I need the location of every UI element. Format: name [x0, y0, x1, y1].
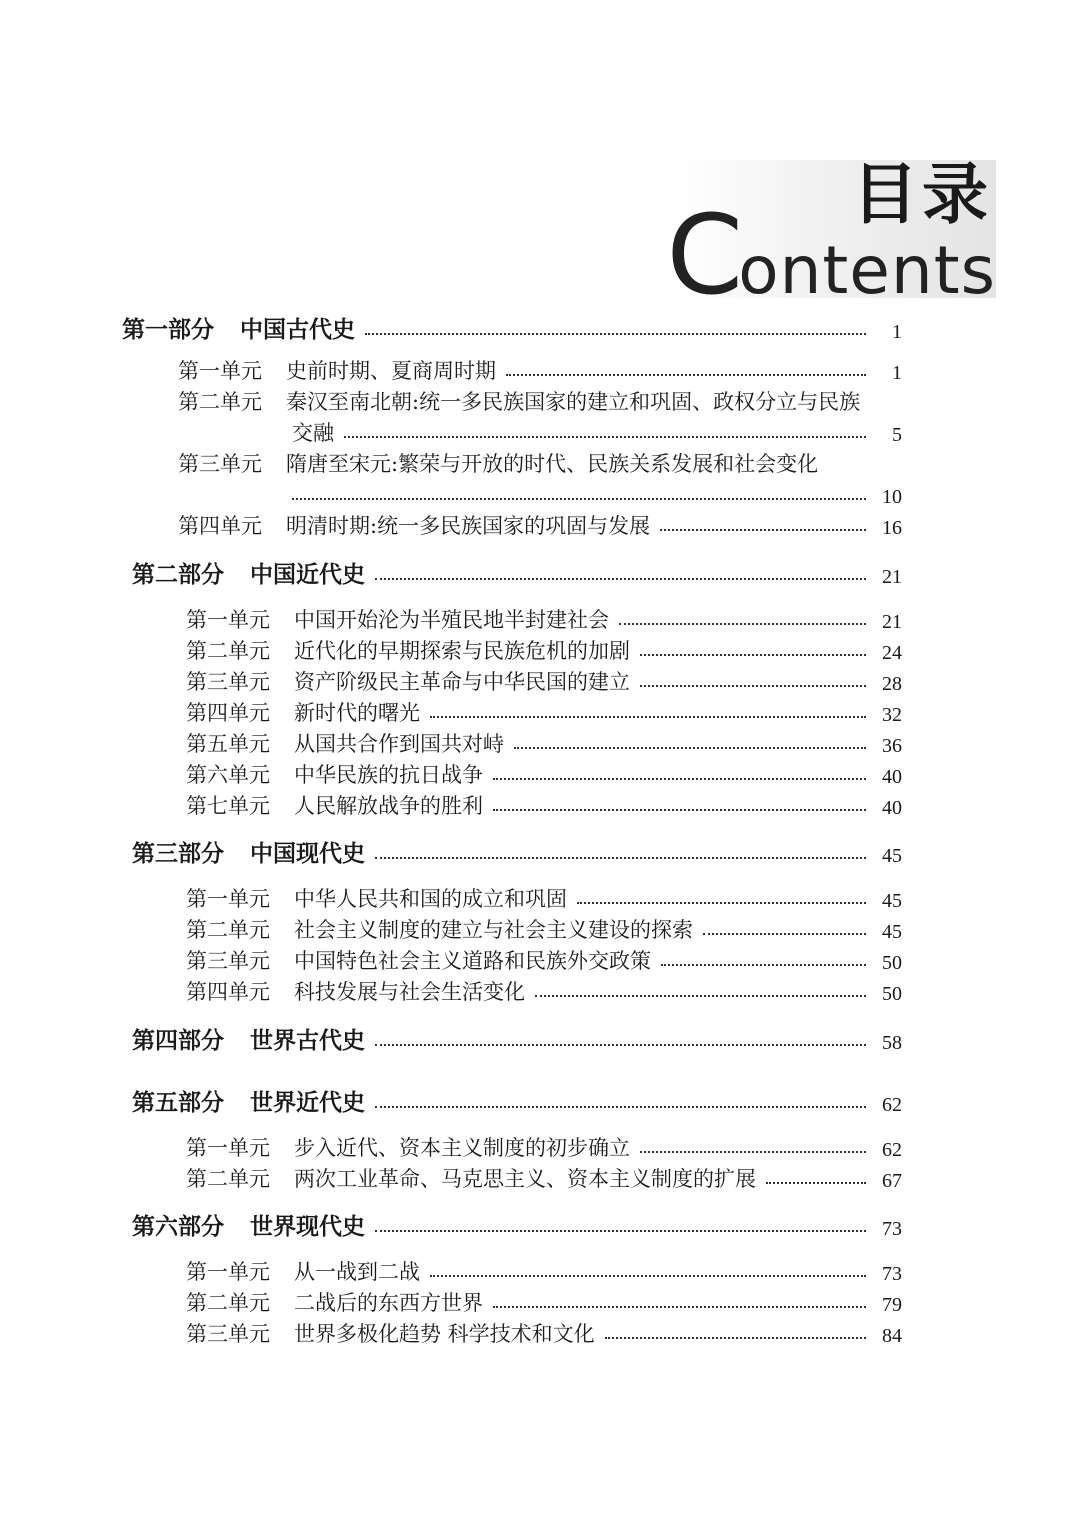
- toc-unit-row[interactable]: [178, 506, 902, 540]
- page-number: 45: [882, 921, 902, 943]
- dot-leader: [375, 1104, 866, 1108]
- page-number: 79: [882, 1294, 902, 1316]
- contents-title-rest: ontents: [738, 232, 996, 309]
- unit-title: 中国特色社会主义道路和民族外交政策: [294, 949, 651, 973]
- toc-part-row[interactable]: [132, 1207, 902, 1241]
- part-title: 中国近代史: [250, 562, 365, 588]
- unit-number: 第一单元: [186, 1136, 270, 1160]
- dot-leader: [605, 1335, 866, 1339]
- dot-leader: [577, 900, 866, 904]
- toc-part-row[interactable]: [132, 1021, 902, 1055]
- unit-number: 第三单元: [186, 670, 270, 694]
- unit-number: 第三单元: [186, 1322, 270, 1346]
- unit-number: 第七单元: [186, 794, 270, 818]
- toc-part-row[interactable]: [132, 555, 902, 589]
- page-number: 40: [882, 797, 902, 819]
- page-number: 5: [892, 424, 902, 446]
- part-number: 第六部分: [132, 1214, 224, 1240]
- unit-number: 第四单元: [186, 701, 270, 725]
- unit-title: 史前时期、夏商周时期: [286, 359, 496, 383]
- page-number: 58: [882, 1032, 902, 1054]
- part-number: 第五部分: [132, 1090, 224, 1116]
- page-number: 1: [892, 362, 902, 384]
- unit-number: 第一单元: [186, 887, 270, 911]
- dot-leader: [506, 372, 866, 376]
- part-title: 世界近代史: [250, 1090, 365, 1116]
- unit-title: 近代化的早期探索与民族危机的加剧: [294, 639, 630, 663]
- toc-unit-row[interactable]: [186, 786, 902, 820]
- toc-unit-row[interactable]: [186, 755, 902, 789]
- dot-leader: [493, 807, 866, 811]
- dot-leader: [292, 496, 866, 500]
- toc-part-row[interactable]: [122, 310, 902, 344]
- unit-title: 从一战到二战: [294, 1260, 420, 1284]
- unit-title: 社会主义制度的建立与社会主义建设的探索: [294, 918, 693, 942]
- unit-number: 第二单元: [178, 390, 262, 414]
- unit-number: 第五单元: [186, 732, 270, 756]
- toc-unit-row[interactable]: [186, 1159, 902, 1193]
- unit-number: 第二单元: [186, 1291, 270, 1315]
- unit-title: 中华民族的抗日战争: [294, 763, 483, 787]
- page-number: 24: [882, 642, 902, 664]
- page-number: 28: [882, 673, 902, 695]
- toc-unit-row[interactable]: [186, 1314, 902, 1348]
- page-number: 73: [882, 1263, 902, 1285]
- unit-title-continued: 交融: [292, 421, 334, 445]
- page-number: 1: [892, 321, 902, 343]
- unit-title: 两次工业革命、马克思主义、资本主义制度的扩展: [294, 1167, 756, 1191]
- toc-unit-row[interactable]: [186, 1128, 902, 1162]
- dot-leader: [640, 1149, 866, 1153]
- unit-title: 从国共合作到国共对峙: [294, 732, 504, 756]
- toc-unit-continuation[interactable]: [292, 413, 902, 447]
- page-number: 40: [882, 766, 902, 788]
- dot-leader: [514, 745, 866, 749]
- page-number: 62: [882, 1094, 902, 1116]
- dot-leader: [430, 714, 866, 718]
- unit-title: 步入近代、资本主义制度的初步确立: [294, 1136, 630, 1160]
- page-number: 45: [882, 845, 902, 867]
- part-number: 第二部分: [132, 562, 224, 588]
- toc-unit-row[interactable]: [186, 972, 902, 1006]
- toc-unit-row[interactable]: [178, 351, 902, 385]
- toc-unit-row[interactable]: [186, 910, 902, 944]
- toc-unit-row[interactable]: [186, 662, 902, 696]
- page-number: 10: [882, 486, 902, 508]
- toc-unit-row[interactable]: [178, 444, 902, 478]
- dot-leader: [640, 683, 866, 687]
- toc-unit-row[interactable]: [186, 693, 902, 727]
- unit-number: 第四单元: [178, 514, 262, 538]
- unit-number: 第三单元: [186, 949, 270, 973]
- part-number: 第三部分: [132, 841, 224, 867]
- page-number: 36: [882, 735, 902, 757]
- dot-leader: [640, 652, 866, 656]
- contents-title-chinese: 目录: [852, 156, 992, 233]
- dot-leader: [493, 776, 866, 780]
- unit-title: 明清时期:统一多民族国家的巩固与发展: [286, 514, 651, 538]
- unit-number: 第二单元: [186, 639, 270, 663]
- page-number: 50: [882, 983, 902, 1005]
- part-title: 中国古代史: [240, 317, 355, 343]
- unit-number: 第二单元: [186, 1167, 270, 1191]
- dot-leader: [365, 331, 866, 335]
- toc-part-row[interactable]: [132, 834, 902, 868]
- part-title: 中国现代史: [250, 841, 365, 867]
- page-number: 73: [882, 1218, 902, 1240]
- part-title: 世界现代史: [250, 1214, 365, 1240]
- unit-title: 隋唐至宋元:繁荣与开放的时代、民族关系发展和社会变化: [286, 452, 819, 476]
- unit-title: 中国开始沦为半殖民地半封建社会: [294, 608, 609, 632]
- part-number: 第四部分: [132, 1028, 224, 1054]
- toc-unit-row[interactable]: [186, 1283, 902, 1317]
- unit-title: 中华人民共和国的成立和巩固: [294, 887, 567, 911]
- dot-leader: [661, 962, 866, 966]
- unit-number: 第一单元: [186, 608, 270, 632]
- page-number: 21: [882, 566, 902, 588]
- unit-number: 第二单元: [186, 918, 270, 942]
- toc-unit-continuation[interactable]: [292, 475, 902, 509]
- dot-leader: [375, 576, 866, 580]
- page-number: 16: [882, 517, 902, 539]
- dot-leader: [344, 434, 866, 438]
- unit-title: 新时代的曙光: [294, 701, 420, 725]
- page-number: 50: [882, 952, 902, 974]
- dot-leader: [375, 1228, 866, 1232]
- unit-number: 第一单元: [178, 359, 262, 383]
- dot-leader: [766, 1180, 866, 1184]
- unit-title: 世界多极化趋势 科学技术和文化: [294, 1322, 595, 1346]
- dot-leader: [619, 621, 866, 625]
- unit-title: 二战后的东西方世界: [294, 1291, 483, 1315]
- toc-unit-row[interactable]: [186, 1252, 902, 1286]
- toc-unit-row[interactable]: [186, 879, 902, 913]
- page-number: 67: [882, 1170, 902, 1192]
- unit-number: 第六单元: [186, 763, 270, 787]
- part-title: 世界古代史: [250, 1028, 365, 1054]
- page-number: 84: [882, 1325, 902, 1347]
- unit-title: 科技发展与社会生活变化: [294, 980, 525, 1004]
- part-number: 第一部分: [122, 317, 214, 343]
- unit-title: 资产阶级民主革命与中华民国的建立: [294, 670, 630, 694]
- dot-leader: [660, 527, 866, 531]
- toc-unit-row[interactable]: [186, 724, 902, 758]
- dot-leader: [703, 931, 866, 935]
- toc-unit-row[interactable]: [186, 600, 902, 634]
- toc-unit-row[interactable]: [186, 941, 902, 975]
- page-number: 21: [882, 611, 902, 633]
- unit-title: 人民解放战争的胜利: [294, 794, 483, 818]
- page-number: 45: [882, 890, 902, 912]
- toc-unit-row[interactable]: [178, 382, 920, 416]
- dot-leader: [375, 855, 866, 859]
- unit-number: 第三单元: [178, 452, 262, 476]
- toc-unit-row[interactable]: [186, 631, 902, 665]
- page-number: 32: [882, 704, 902, 726]
- dot-leader: [375, 1042, 866, 1046]
- unit-title: 秦汉至南北朝:统一多民族国家的建立和巩固、政权分立与民族: [286, 390, 861, 414]
- contents-title-initial: C: [666, 191, 745, 319]
- page-number: 62: [882, 1139, 902, 1161]
- dot-leader: [430, 1273, 866, 1277]
- unit-number: 第四单元: [186, 980, 270, 1004]
- unit-number: 第一单元: [186, 1260, 270, 1284]
- dot-leader: [493, 1304, 866, 1308]
- dot-leader: [535, 993, 866, 997]
- toc-part-row[interactable]: [132, 1083, 902, 1117]
